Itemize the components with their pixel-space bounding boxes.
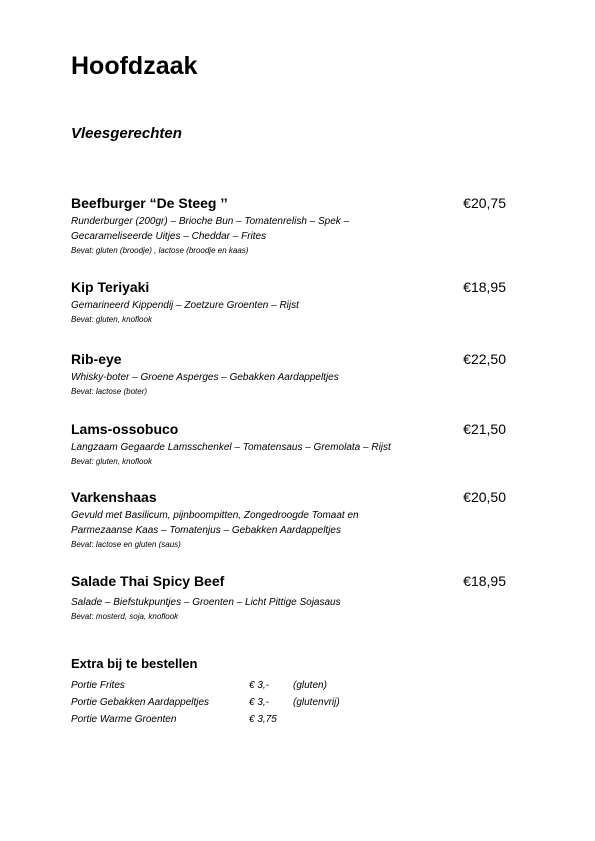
- dish-description: [71, 595, 511, 610]
- dish-beefburger: [71, 194, 511, 257]
- extras-item-name: Portie Frites: [71, 680, 125, 691]
- dish-description: [71, 214, 511, 244]
- dish-description-line: Langzaam Gegaarde Lamsschenkel – Tomatensaus – Gremolata – Rijst: [71, 442, 391, 453]
- extras-row: [71, 711, 471, 728]
- dish-name: Beefburger “De Steeg ’’: [71, 195, 228, 211]
- dish-description-line: Salade – Biefstukpuntjes – Groenten – Licht Pittige Sojasaus: [71, 597, 341, 608]
- dish-description: [71, 370, 511, 385]
- extras-item-price: € 3,-: [249, 680, 270, 691]
- dish-price: €18,95: [463, 573, 506, 589]
- extras-item-price: € 3,75: [249, 714, 277, 725]
- dish-lams-ossobuco: [71, 420, 511, 468]
- extras-section: [71, 655, 471, 728]
- dish-description-line: Gevuld met Basilicum, pijnboompitten, Zongedroogde Tomaat en: [71, 510, 359, 521]
- dish-description-line: Whisky-boter – Groene Asperges – Gebakken Aardappeltjes: [71, 372, 339, 383]
- dish-price: €22,50: [463, 351, 506, 367]
- dish-description: [71, 508, 511, 538]
- dish-description-line: Gecarameliseerde Uitjes – Cheddar – Frites: [71, 231, 267, 242]
- dish-varkenshaas: [71, 488, 511, 551]
- dish-price: €20,75: [463, 195, 506, 211]
- dish-description-line: Runderburger (200gr) – Brioche Bun – Tomatenrelish – Spek –: [71, 216, 350, 227]
- dish-description-line: Parmezaanse Kaas – Tomatenjus – Gebakken Aardappeltjes: [71, 525, 341, 536]
- dish-allergens: Bevat: mosterd, soja, knoflook: [71, 612, 179, 621]
- dish-description: [71, 440, 511, 455]
- extras-row: [71, 677, 471, 694]
- extras-item-note: (glutenvrij): [293, 697, 340, 708]
- dish-name: Salade Thai Spicy Beef: [71, 573, 225, 589]
- dish-name: Rib-eye: [71, 351, 122, 367]
- dish-allergens: Bevat: gluten (broodje) , lactose (broodje en kaas): [71, 246, 249, 255]
- dish-allergens: Bevat: lactose en gluten (saus): [71, 540, 181, 549]
- dish-price: €20,50: [463, 489, 506, 505]
- dish-price: €21,50: [463, 421, 506, 437]
- page-title: Hoofdzaak: [71, 52, 198, 80]
- dish-allergens: Bevat: gluten, knoflook: [71, 457, 152, 466]
- dish-name: Varkenshaas: [71, 489, 157, 505]
- dish-rib-eye: [71, 350, 511, 398]
- dish-description-line: Gemarineerd Kippendij – Zoetzure Groenten – Rijst: [71, 300, 299, 311]
- extras-row: [71, 694, 471, 711]
- extras-item-note: (gluten): [293, 680, 327, 691]
- section-subtitle: Vleesgerechten: [71, 125, 182, 142]
- dish-salade-thai-spicy-beef: [71, 572, 511, 623]
- dish-name: Kip Teriyaki: [71, 279, 150, 295]
- dish-allergens: Bevat: lactose (boter): [71, 387, 148, 396]
- dish-description: [71, 298, 511, 313]
- dish-price: €18,95: [463, 279, 506, 295]
- dish-name: Lams-ossobuco: [71, 421, 179, 437]
- extras-heading: Extra bij te bestellen: [71, 656, 198, 671]
- dish-kip-teriyaki: [71, 278, 511, 326]
- dish-allergens: Bevat: gluten, knoflook: [71, 315, 152, 324]
- extras-item-name: Portie Warme Groenten: [71, 714, 177, 725]
- extras-item-name: Portie Gebakken Aardappeltjes: [71, 697, 210, 708]
- extras-item-price: € 3,-: [249, 697, 270, 708]
